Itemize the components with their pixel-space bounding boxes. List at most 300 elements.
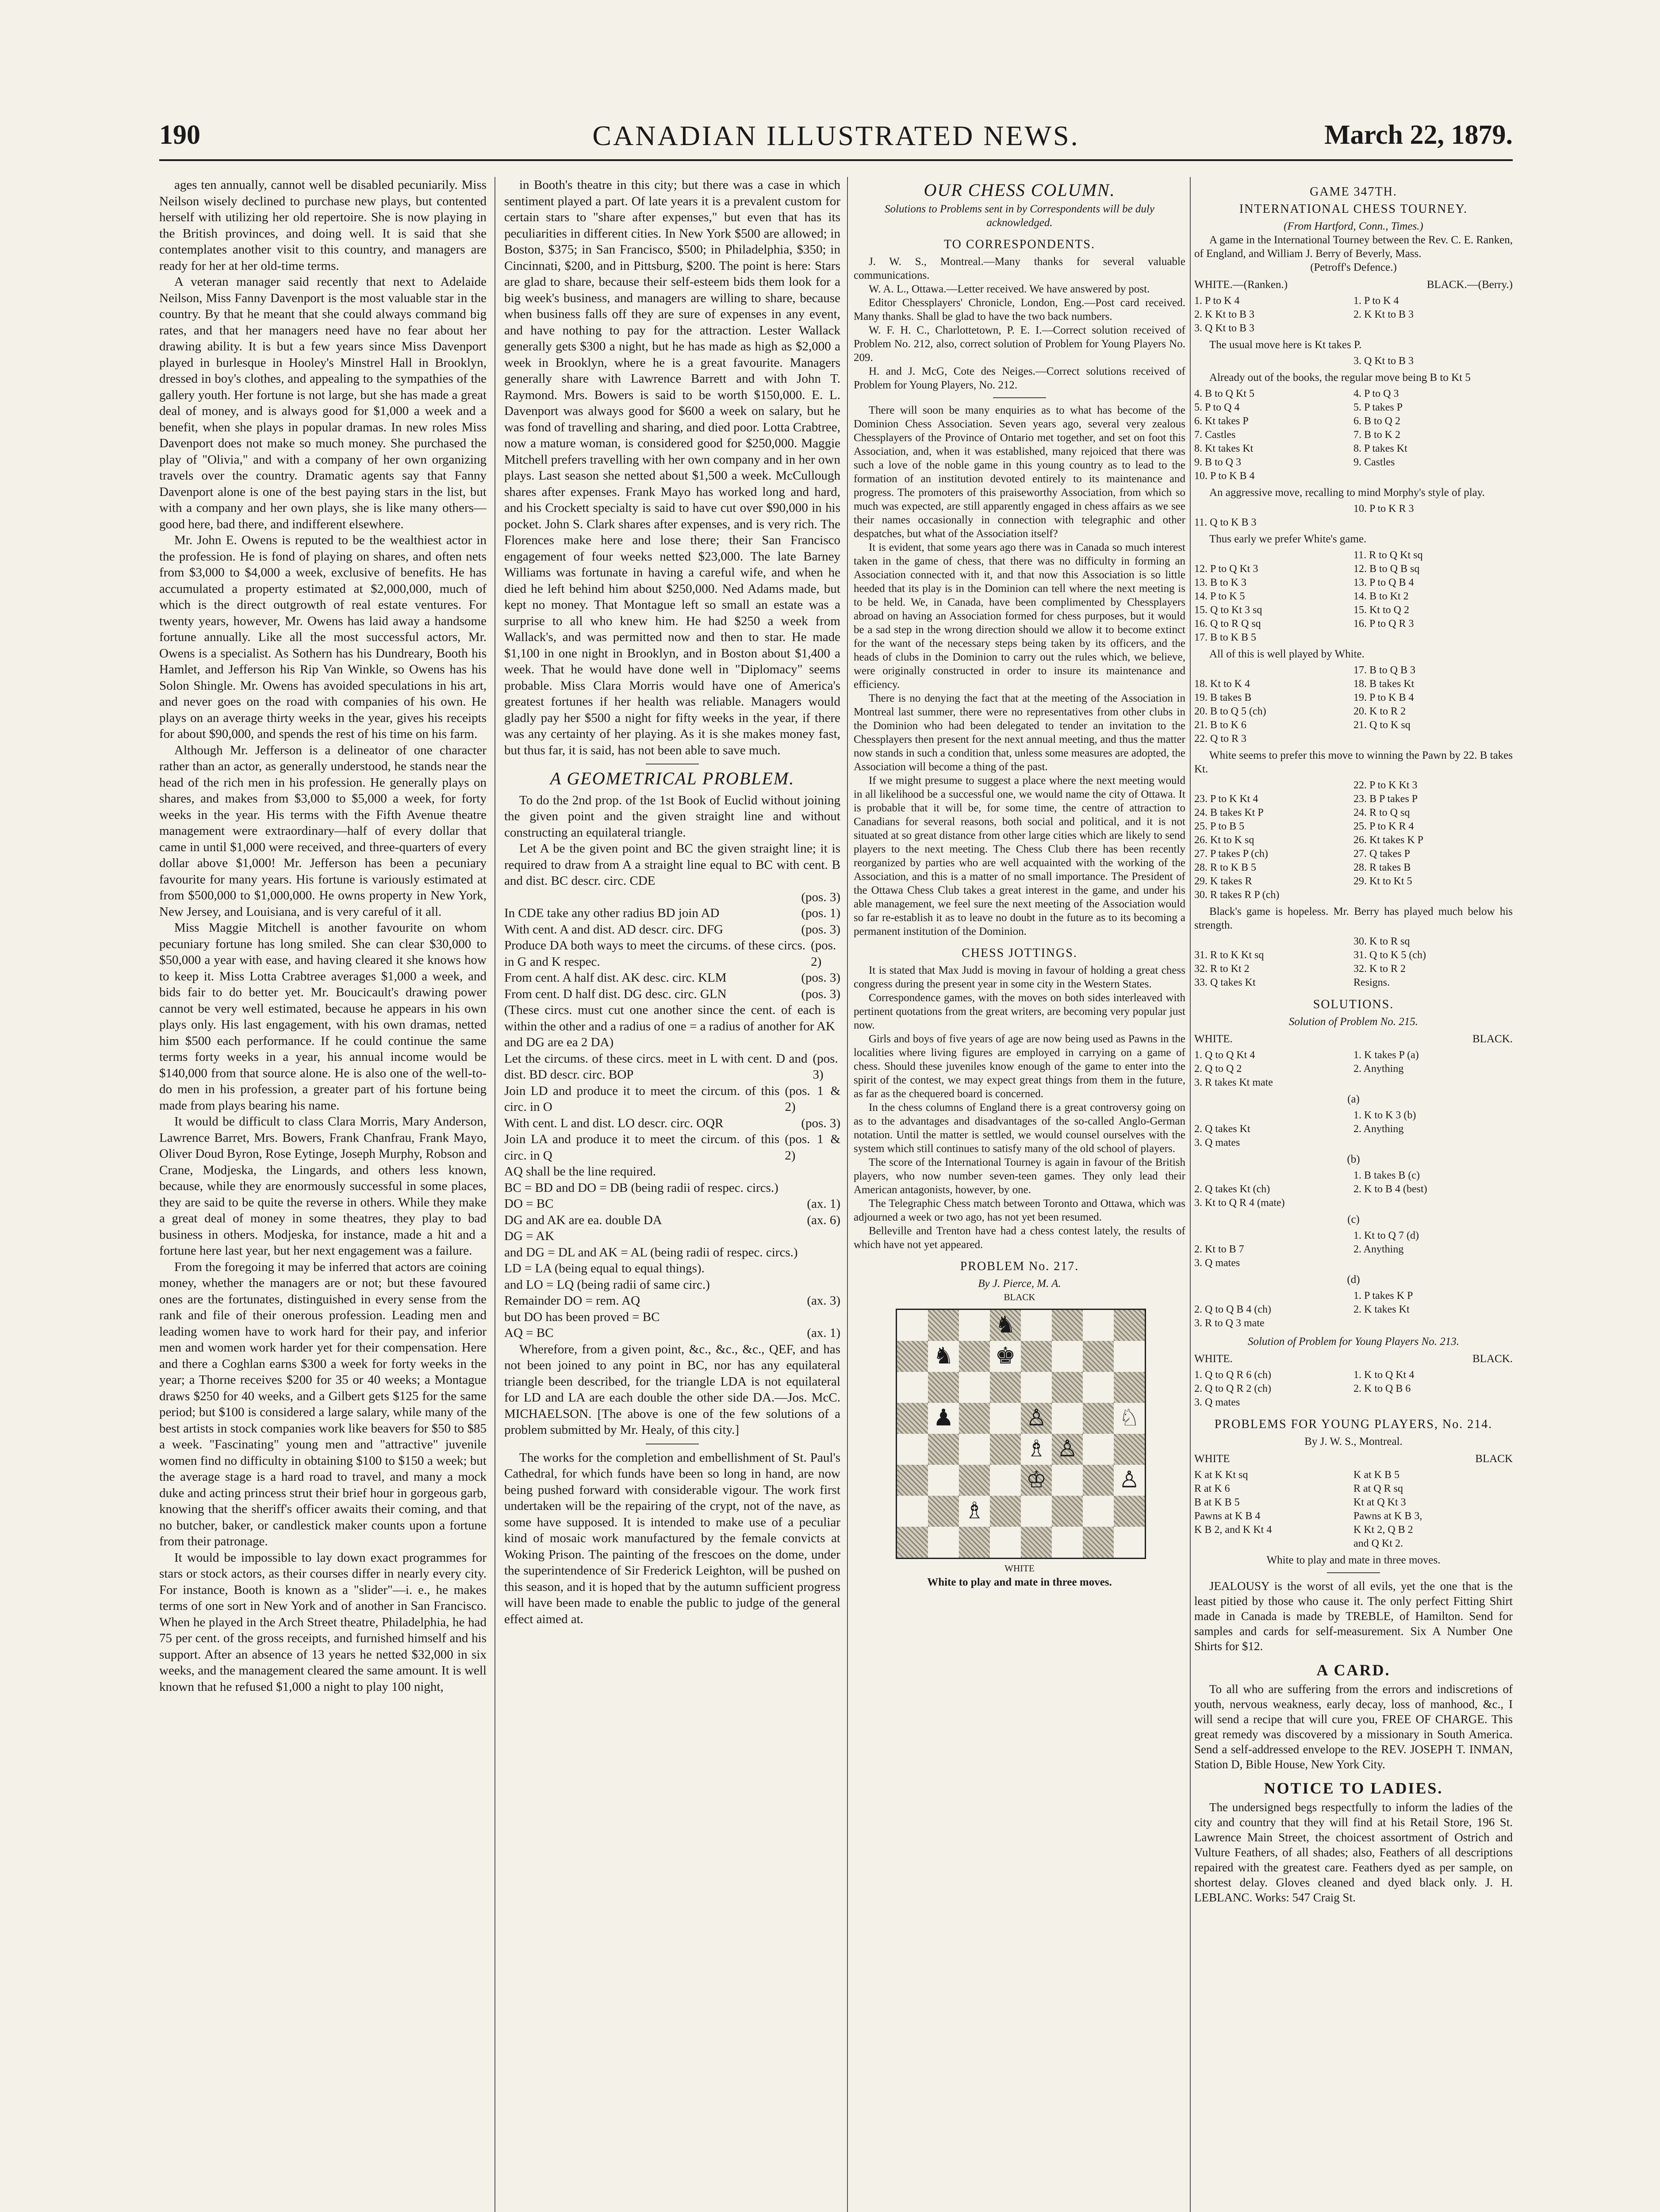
- chess-column-title: OUR CHESS COLUMN.: [924, 180, 1116, 200]
- white-move: R at K 6: [1194, 1483, 1230, 1494]
- chess-piece-icon: ♙: [1057, 1436, 1078, 1462]
- column-1: [159, 177, 487, 2212]
- black-move: 13. P to Q B 4: [1353, 577, 1414, 588]
- board-square: [959, 1310, 990, 1341]
- black-move: 30. K to R sq: [1353, 936, 1410, 947]
- board-square: [990, 1403, 1021, 1434]
- move-list: [1194, 664, 1513, 746]
- move-row: [1194, 308, 1513, 322]
- problem-columns: [1194, 1452, 1513, 1466]
- column-3: [854, 177, 1185, 2212]
- board-square: [959, 1465, 990, 1496]
- board-square: [897, 1403, 928, 1434]
- article-paragraph: Miss Maggie Mitchell is another favourite on whom pecuniary fortune has long smiled. She can clear $30,000 to $50,000 a year with ease, and having cleared it she knows how to keep it. Miss Lotta Crabtree averages $1,000 a week, and bids fair to do better yet. Mr. Boucicault's drawing power cannot be very well estimated, because he appears in his own plays only. His last engagement, with his own dramas, netted him $500 each performance. If he could continue the same terms forty weeks in a year, his annual income would be $140,000 from that source alone. He is also one of the well-to-do men in his profession, a greater part of his fortune being made from plays bearing his name.: [159, 921, 487, 1113]
- problem-caption: White to play and mate in three moves.: [1266, 1554, 1441, 1566]
- white-move: [1194, 1289, 1353, 1303]
- move-row: [1194, 401, 1513, 415]
- move-row: [1194, 888, 1513, 902]
- geometry-step-reference: [835, 1228, 840, 1244]
- masthead-title: CANADIAN ILLUSTRATED NEWS.: [592, 120, 1080, 151]
- black-move: 23. B P takes P: [1353, 793, 1418, 805]
- white-move: 25. P to B 5: [1194, 821, 1245, 832]
- move-row: [1194, 1468, 1513, 1482]
- black-move: 31. Q to K 5 (ch): [1353, 949, 1426, 961]
- black-move: 20. K to R 2: [1353, 706, 1406, 717]
- move-row: [1194, 691, 1513, 705]
- board-square: [1083, 1434, 1114, 1465]
- black-move: [1353, 888, 1513, 902]
- black-move: Resigns.: [1353, 977, 1390, 988]
- geometry-step: [504, 937, 840, 970]
- ladies-advert: The undersigned begs respectfully to inform the ladies of the city and country that they will find at his Retail Store, 196 St. Lawrence Main Street, the choicest assortment of Ostrich and Vulture Feathers, of all shades; also, Feathers of all descriptions repaired with the greatest care. Feathers dyed as per sample, on shortest delay. Gloves cleaned and dyed black only. J. H. LEBLANC. Works: 547 Craig St.: [1194, 1801, 1513, 1904]
- jotting: In the chess columns of England there is a great controversy going on as to the advantages and disadvantages of the so-called Anglo-German notation. Until the matter is settled, we would counsel ourselves with the system which still continues to satisfy many of the old school of players.: [854, 1102, 1185, 1155]
- chess-notice: Solutions to Problems sent in by Correspondents will be duly acknowledged.: [885, 203, 1154, 229]
- board-square: [1052, 1372, 1083, 1403]
- black-move: Pawns at K B 3,: [1353, 1510, 1422, 1522]
- board-square: [1021, 1434, 1052, 1465]
- chess-piece-icon: ♙: [1119, 1467, 1140, 1493]
- association-paragraph: There is no denying the fact that at the meeting of the Association in Montreal last summer, there were no representatives from other clubs in the Dominion who had been delegated to tender an invitation to the Chessplayers then present for the next annual meeting, and thus the matter now stands in such a condition that, unless some measures are adopted, the Association will become a thing of the past.: [854, 692, 1185, 773]
- game-heading: GAME 347TH.: [1310, 185, 1397, 199]
- chess-piece-icon: ♙: [1026, 1406, 1047, 1431]
- board-square: [897, 1527, 928, 1558]
- move-row: [1194, 976, 1513, 990]
- geometry-step-reference: [835, 1309, 840, 1325]
- correspondent-note: Editor Chessplayers' Chronicle, London, Eng.—Post card received. Many thanks. Shall be glad to have the two back numbers.: [854, 297, 1185, 323]
- geometry-step-reference: (ax. 1): [807, 1326, 840, 1340]
- board-square: [1114, 1496, 1145, 1527]
- black-move: 2. Anything: [1353, 1244, 1404, 1255]
- geometry-step-reference: (pos. 3): [813, 1051, 838, 1082]
- column-2: [504, 177, 840, 2212]
- black-move: 7. B to K 2: [1353, 429, 1401, 441]
- geometry-step-reference: (ax. 3): [807, 1294, 840, 1308]
- white-move: [1194, 779, 1353, 792]
- board-square: [928, 1527, 959, 1558]
- board-square: [1052, 1527, 1083, 1558]
- white-move: 16. Q to R Q sq: [1194, 618, 1261, 630]
- board-square: [1114, 1434, 1145, 1465]
- move-row: [1194, 1317, 1513, 1330]
- move-list: [1194, 779, 1513, 902]
- geometry-step-reference: (pos. 2): [811, 938, 836, 969]
- problems-author: By J. W. S., Montreal.: [1304, 1436, 1403, 1448]
- white-move: 12. P to Q Kt 3: [1194, 563, 1258, 575]
- ladies-heading: NOTICE TO LADIES.: [1264, 1779, 1443, 1797]
- board-square: [928, 1465, 959, 1496]
- black-move: [1353, 732, 1513, 746]
- move-row: [1194, 603, 1513, 617]
- white-label: WHITE: [1004, 1563, 1035, 1574]
- black-move: 25. P to K R 4: [1353, 821, 1414, 832]
- jotting: The score of the International Tourney is again in favour of the British players, who now number seven-teen games. They only lead their American antagonists, however, by one.: [854, 1156, 1185, 1196]
- white-label: WHITE.: [1194, 1033, 1233, 1045]
- article-paragraph: Mr. John E. Owens is reputed to be the wealthiest actor in the profession. He is fond of playing on shares, and often nets from $3,000 to $4,000 a week, exclusive of benefits. He has accumulated a property estimated at $2,000,000, much of which is the direct outgrowth of real estate ventures. For twenty years, however, Mr. Owens has laid away a handsome fortune annually. Like all the most successful actors, Mr. Owens is a specialist. As Sothern has his Dundreary, Booth his Hamlet, and Jefferson his Rip Van Winkle, so Owens has his Solon Shingle. Mr. Owens has avoided speculations in his art, and never goes on the road with companies of his own. He plays on an average thirty weeks in the year, gives his receipts for about $90,000, and spends the rest of his time on his farm.: [159, 533, 487, 741]
- move-list: [1194, 354, 1513, 368]
- black-label: BLACK: [1475, 1453, 1513, 1465]
- white-move: 29. K takes R: [1194, 876, 1252, 887]
- black-move: 21. Q to K sq: [1353, 719, 1411, 731]
- board-square: [928, 1341, 959, 1372]
- geometry-step-text: Join LD and produce it to meet the circum. of this circ. in O: [504, 1083, 780, 1114]
- black-move: 18. B takes Kt: [1353, 678, 1415, 690]
- black-move: 1. Kt to Q 7 (d): [1353, 1230, 1419, 1241]
- section-divider: [993, 397, 1046, 398]
- black-move: 1. B takes B (c): [1353, 1170, 1420, 1181]
- black-move: 5. P takes P: [1353, 402, 1403, 413]
- geometry-step-reference: (pos. 3): [801, 1116, 840, 1130]
- board-square: [959, 1372, 990, 1403]
- variation-label: (c): [1347, 1214, 1360, 1225]
- chess-piece-icon: ♞: [995, 1313, 1016, 1338]
- card-advert: To all who are suffering from the errors and indiscretions of youth, nervous weakness, early decay, loss of manhood, &c., I will send a recipe that will cure you, FREE OF CHARGE. This great remedy was discovered by a missionary in South America. Send a self-addressed envelope to the REV. JOSEPH T. INMAN, Station D, Bible House, New York City.: [1194, 1682, 1513, 1771]
- geometry-step-text: (These circs. must cut one another since the cent. of each is within the other and a radius of one = a radius of another for AK and DG are ea 2 DA): [504, 1003, 835, 1049]
- board-square: [897, 1434, 928, 1465]
- board-square: [1083, 1310, 1114, 1341]
- geometry-step: [504, 905, 840, 922]
- cathedral-paragraph: The works for the completion and embellishment of St. Paul's Cathedral, for which funds have been so long in hand, are now being pushed forward with considerable vigour. The work first undertaken will be the repairing of the crypt, not of the nave, as some have supposed. It is intended to make use of a peculiar kind of mosaic work manufactured by the female convicts at Woking Prison. The painting of the frescoes on the dome, under the superintendence of Sir Frederick Leighton, will be pushed on this season, and it is hoped that by the autumn sufficient progress will have been made to enable the public to judge of the general effect aimed at.: [504, 1450, 840, 1626]
- chess-diagram: [896, 1309, 1143, 1559]
- board-square: [1052, 1310, 1083, 1341]
- black-move: [1353, 516, 1513, 530]
- move-list: [1194, 387, 1513, 483]
- geometry-step-reference: (pos. 3): [801, 922, 840, 937]
- move-row: [1194, 1396, 1513, 1409]
- board-square: [1083, 1372, 1114, 1403]
- black-move: [1353, 1196, 1513, 1210]
- board-square: [1021, 1372, 1052, 1403]
- white-move: K B 2, and K Kt 4: [1194, 1524, 1272, 1536]
- black-label: BLACK.: [1472, 1353, 1513, 1365]
- move-row: [1194, 502, 1513, 516]
- black-move: 1. P to K 4: [1353, 295, 1399, 307]
- geometry-step-text: DO = BC: [504, 1197, 554, 1211]
- geometry-step-text: With cent. L and dist. LO descr. circ. OQR: [504, 1116, 724, 1130]
- geometry-step: [504, 1260, 840, 1277]
- association-paragraph: It is evident, that some years ago there was in Canada so much interest taken in the game of chess, that there was no difficulty in forming an Association connected with it, and that now this Association is so little heeded that its play is in the Dominion can tell where the next meeting is to be held. We, in Canada, have been complimented by Chessplayers abroad on having an Association formed for chess purposes, but it would be a sad step in the wrong direction should we allow it to become extinct for the want of the necessary steps being taken by its officers, and the heads of clubs in the Dominion to carry out the rules which, we believe, were originally constructed in order to insure its maintenance and efficiency.: [854, 541, 1185, 691]
- black-move: 6. B to Q 2: [1353, 415, 1401, 427]
- geometrical-problem-title: A GEOMETRICAL PROBLEM.: [550, 768, 795, 788]
- move-row: [1194, 1496, 1513, 1509]
- geometry-closing: Wherefore, from a given point, &c., &c., &c., QEF, and has not been joined to any point in BC, nor has any equilateral triangle been described, for the triangle LDA is not equilateral for LD and LA are each double the other side DA.—Jos. McC. MICHAELSON. [The above is one of the few solutions of a problem submitted by Mr. Healy, of this city.]: [504, 1342, 840, 1437]
- game-players: [1194, 278, 1513, 292]
- move-row: [1194, 1509, 1513, 1523]
- geometry-step-reference: [835, 1002, 840, 1051]
- move-row: [1194, 732, 1513, 746]
- board-square: [1114, 1527, 1145, 1558]
- variation-label: (b): [1347, 1153, 1360, 1165]
- black-move: 28. R takes B: [1353, 862, 1411, 873]
- geometry-step-text: Let the circums. of these circs. meet in L with cent. D and dist. BD descr. circ. BOP: [504, 1051, 808, 1082]
- geometry-step-reference: (ax. 1): [807, 1197, 840, 1211]
- move-row: [1194, 617, 1513, 631]
- chess-piece-icon: ♞: [933, 1344, 954, 1369]
- white-move: 2. Q to Q R 2 (ch): [1194, 1383, 1271, 1394]
- board-square: [1083, 1403, 1114, 1434]
- game-intro: A game in the International Tourney between the Rev. C. E. Ranken, of England, and William J. Berry of Beverly, Mass.: [1194, 234, 1513, 260]
- move-row: [1194, 562, 1513, 576]
- geometry-step-text: With cent. A and dist. AD descr. circ. DFG: [504, 922, 723, 937]
- article-paragraph: From the foregoing it may be inferred that actors are coining money, whether the managers are or not; but these favoured ones are the fortunates, distinguished in every sense from the rank and file of their onerous profession. Leading men and leading women have to work hard for their pay, and inferior men and women work harder yet for their compensation. Here and there a Coghlan earns $300 a week for forty weeks in the year; a Thorne receives $200 for 35 or 40 weeks; a Montague draws $250 for 40 weeks, and a Gilbert gets $125 for the same period; but $100 is considered a large salary, while many of the best artists in stock companies work like beavers for $50 to $85 a week. "Fascinating" young men and "attractive" juvenile women find no difficulty in obtaining $100 to $150 a week; but the average stage is a hard road to travel, and many a mock duke and acting princess strut their brief hour in gorgeous garb, knowing that the sheriff's officer awaits their coming, and that no butcher, baker, or candlestick maker counts upon a fortune from their patronage.: [159, 1260, 487, 1548]
- black-move: 32. K to R 2: [1353, 963, 1406, 975]
- move-row: [1194, 1523, 1513, 1537]
- white-move: 22. Q to R 3: [1194, 733, 1247, 745]
- article-paragraph: It would be impossible to lay down exact programmes for stars or stock actors, as their courses differ in nearly every city. For instance, Booth is known as a "slider"—i. e., he makes terms of one sort in New York and of another in San Francisco. When he played in the Arch Street theatre, Philadelphia, he had 75 per cent. of the gross receipts, and furnished himself and his support. After an absence of 13 years he netted $32,000 in six weeks, and the management cleared the same amount. It is well known that he refused $1,000 a night to play 100 night,: [159, 1550, 487, 1694]
- move-row: [1194, 1382, 1513, 1396]
- move-row: [1194, 1196, 1513, 1210]
- black-move: 22. P to K Kt 3: [1353, 780, 1418, 791]
- white-move: 3. Q Kt to B 3: [1194, 323, 1255, 334]
- white-move: 23. P to K Kt 4: [1194, 793, 1258, 805]
- chess-piece-icon: ♚: [995, 1344, 1016, 1369]
- white-move: 31. R to K Kt sq: [1194, 949, 1264, 961]
- move-list: [1194, 294, 1513, 335]
- move-row: [1194, 631, 1513, 645]
- geometry-step: [504, 1212, 840, 1229]
- board-square: [1114, 1403, 1145, 1434]
- move-row: [1194, 1136, 1513, 1150]
- board-square: [959, 1341, 990, 1372]
- page-header: [159, 119, 1513, 161]
- white-move: 18. Kt to K 4: [1194, 678, 1250, 690]
- problem-pieces: [1194, 1468, 1513, 1551]
- solution-columns: [1194, 1032, 1513, 1046]
- move-row: [1194, 1183, 1513, 1196]
- move-row: [1194, 428, 1513, 442]
- board-square: [1052, 1341, 1083, 1372]
- solution-moves: [1194, 1048, 1513, 1090]
- column-rule: [1190, 177, 1191, 2212]
- game-note: All of this is well played by White.: [1209, 648, 1365, 660]
- chess-piece-icon: ♔: [1026, 1467, 1047, 1493]
- move-row: [1194, 1256, 1513, 1270]
- white-move: 3. R takes Kt mate: [1194, 1077, 1273, 1088]
- problem-author: By J. Pierce, M. A.: [978, 1278, 1061, 1290]
- white-move: [1194, 664, 1353, 677]
- white-move: [1194, 549, 1353, 562]
- black-label: BLACK.: [1472, 1033, 1513, 1045]
- move-row: [1194, 949, 1513, 962]
- issue-date: March 22, 1879.: [1324, 120, 1513, 150]
- white-move: 3. Kt to Q R 4 (mate): [1194, 1197, 1285, 1209]
- geometry-step-reference: (pos. 1 & 2): [785, 1083, 840, 1114]
- white-move: 2. Q takes Kt: [1194, 1123, 1250, 1135]
- board-square: [990, 1434, 1021, 1465]
- jotting: It is stated that Max Judd is moving in favour of holding a great chess congress during the present year in some city in the Western States.: [854, 964, 1185, 990]
- column-4: [1194, 177, 1513, 2212]
- board-square: [1114, 1465, 1145, 1496]
- game-note: The usual move here is Kt takes P.: [1209, 339, 1362, 351]
- black-move: 1. K to K 3 (b): [1353, 1110, 1416, 1121]
- move-row: [1194, 1368, 1513, 1382]
- geometry-step: [504, 1083, 840, 1115]
- geometry-step: [504, 1002, 840, 1051]
- move-row: [1194, 354, 1513, 368]
- white-move: 3. Q mates: [1194, 1137, 1240, 1148]
- black-move: [1353, 322, 1513, 335]
- white-move: 20. B to Q 5 (ch): [1194, 706, 1266, 717]
- board-square: [1052, 1496, 1083, 1527]
- card-heading: A CARD.: [1316, 1661, 1391, 1679]
- white-move: 17. B to K B 5: [1194, 632, 1257, 643]
- board-square: [928, 1310, 959, 1341]
- board-square: [928, 1496, 959, 1527]
- white-move: 3. Q mates: [1194, 1397, 1240, 1408]
- section-divider: [1327, 1572, 1380, 1573]
- board-square: [1021, 1341, 1052, 1372]
- move-row: [1194, 1289, 1513, 1303]
- correspondents-heading: TO CORRESPONDENTS.: [944, 238, 1095, 251]
- geometry-step-text: From cent. D half dist. DG desc. circ. GLN: [504, 987, 727, 1001]
- geometry-step-reference: (ax. 6): [807, 1213, 840, 1227]
- move-row: [1194, 705, 1513, 718]
- white-move: 2. Q to Q 2: [1194, 1063, 1242, 1075]
- black-move: 2. K takes Kt: [1353, 1304, 1410, 1315]
- white-label: WHITE.: [1194, 1353, 1233, 1365]
- board-square: [1083, 1496, 1114, 1527]
- white-move: 4. B to Q Kt 5: [1194, 388, 1255, 399]
- black-move: 10. P to K R 3: [1353, 503, 1414, 515]
- black-move: 11. R to Q Kt sq: [1353, 549, 1423, 561]
- geometry-step: [504, 970, 840, 986]
- geometry-step: [504, 1164, 840, 1180]
- move-row: [1194, 861, 1513, 875]
- black-move: 2. K Kt to B 3: [1353, 309, 1414, 320]
- move-row: [1194, 875, 1513, 888]
- white-move: [1194, 1537, 1353, 1551]
- geometry-proof: [504, 889, 840, 1341]
- board-square: [1114, 1341, 1145, 1372]
- white-move: 3. Q mates: [1194, 1257, 1240, 1269]
- white-move: 3. R to Q 3 mate: [1194, 1317, 1265, 1329]
- article-paragraph: in Booth's theatre in this city; but there was a case in which sentiment played a part. Of late years it is a prevalent custom for certain stars to "share after expenses," but even that has its peculiarities in different cities. In New York $500 are allowed; in Boston, $375; in San Francisco, $500; in Philadelphia, $350; in Cincinnati, $200, and in Pittsburg, $200. The point is here: Stars are glad to share, because their self-esteem bids them look for a big week's business, and managers are willing to share, because when business falls off they are sure of expenses in any event, and have nothing to pay for the attraction. Lester Wallack generally gets $300 a night, but he has made as high as $2,000 a week in Brooklyn, where he is a great favourite. Managers generally share with Lawrence Barrett and with John T. Raymond. Mrs. Bowers is said to be worth $150,000. E. L. Davenport was always good for $600 a week on salary, but he was fond of travelling and sharing, and died poor. Lotta Crabtree, now a mature woman, is considered good for $250,000. Maggie Mitchell prefers travelling with her own company and in her own plays. Last season she netted about $1,500 a week. McCullough shares after expenses. Frank Mayo has worked long and hard, and his Crockett specialty is said to have cut over $90,000 in his pocket. John S. Clark shares after expenses, and is very rich. The Florences make here and lose there; their San Francisco engagement of four weeks netted $23,000. The late Barney Williams was fortunate in having a careful wife, and when he died he left behind him about $250,000. Ned Adams made, but kept no money. That Montague left so small an estate was a surprise to all who knew him. He had $250 a week from Wallack's, and was permitted now and then to star. He made $1,100 in one night in Brooklyn, and in Boston about $1,400 a week. That he would have done well in "Diplomacy" seems probable. Miss Clara Morris would have one of America's greatest fortunes if her health was reliable. Managers would gladly pay her $500 a night for fifty weeks in the year, if there was any certainty of her playing. As it is she makes money fast, but thus far, it is said, has not been able to save much.: [504, 178, 840, 757]
- white-move: 11. Q to K B 3: [1194, 517, 1257, 528]
- solution-moves: [1194, 1368, 1513, 1409]
- black-move: [1353, 1256, 1513, 1270]
- geometry-step-reference: [835, 1164, 840, 1180]
- black-move: 2. Anything: [1353, 1063, 1404, 1075]
- board-square: [959, 1496, 990, 1527]
- white-move: [1194, 1109, 1353, 1122]
- geometry-step-text: In CDE take any other radius BD join AD: [504, 906, 720, 920]
- board-square: [897, 1341, 928, 1372]
- move-row: [1194, 442, 1513, 456]
- board-square: [897, 1465, 928, 1496]
- game-note: An aggressive move, recalling to mind Morphy's style of play.: [1209, 487, 1485, 499]
- geometry-step-reference: (pos. 1): [801, 906, 840, 920]
- geometry-step-reference: [835, 1277, 840, 1293]
- move-row: [1194, 387, 1513, 401]
- board-square: [990, 1372, 1021, 1403]
- white-move: 30. R takes R P (ch): [1194, 889, 1280, 901]
- board-square: [928, 1434, 959, 1465]
- board-square: [897, 1310, 928, 1341]
- solution-moves: [1194, 1289, 1513, 1330]
- solutions-heading: SOLUTIONS.: [1313, 998, 1394, 1011]
- white-move: 15. Q to Kt 3 sq: [1194, 604, 1262, 616]
- white-move: 27. P takes P (ch): [1194, 848, 1268, 860]
- white-move: 14. P to K 5: [1194, 591, 1245, 602]
- board-square: [1083, 1465, 1114, 1496]
- board-square: [897, 1372, 928, 1403]
- black-move: [1353, 1136, 1513, 1150]
- white-move: 32. R to Kt 2: [1194, 963, 1250, 975]
- move-row: [1194, 1076, 1513, 1090]
- black-move: 3. Q Kt to B 3: [1353, 355, 1414, 367]
- white-move: K at K Kt sq: [1194, 1469, 1248, 1481]
- move-list: [1194, 502, 1513, 530]
- geometry-step: [504, 889, 840, 906]
- geometry-step: [504, 1244, 840, 1261]
- geometry-step-reference: (pos. 1 & 2): [785, 1132, 840, 1163]
- board-square: [990, 1527, 1021, 1558]
- chess-piece-icon: ♗: [1026, 1436, 1047, 1462]
- black-move: 1. K takes P (a): [1353, 1049, 1419, 1061]
- black-move: [1353, 1396, 1513, 1409]
- move-row: [1194, 792, 1513, 806]
- black-move: 8. P takes Kt: [1353, 443, 1407, 454]
- move-row: [1194, 833, 1513, 847]
- move-row: [1194, 1169, 1513, 1183]
- geometry-step-text: LD = LA (being equal to equal things).: [504, 1261, 705, 1275]
- board-square: [990, 1310, 1021, 1341]
- black-move: and Q Kt 2.: [1353, 1538, 1403, 1549]
- black-move: 1. P takes K P: [1353, 1290, 1413, 1302]
- black-move: [1353, 1317, 1513, 1330]
- jealousy-advert: JEALOUSY is the worst of all evils, yet the one that is the least pitied by those who cause it. The only perfect Fitting Shirt made in Canada is made by TREBLE, of Hamilton. Send for samples and cards for self-measurement. Six A Number One Shirts for $12.: [1194, 1579, 1513, 1653]
- white-move: [1194, 1169, 1353, 1183]
- white-move: 6. Kt takes P: [1194, 415, 1249, 427]
- move-row: [1194, 935, 1513, 949]
- game-note: Already out of the books, the regular move being B to Kt 5: [1209, 372, 1471, 384]
- correspondent-note: H. and J. McG, Cote des Neiges.—Correct solutions received of Problem for Young Players, No. 212.: [854, 365, 1185, 391]
- chess-jottings-heading: CHESS JOTTINGS.: [962, 946, 1077, 960]
- solution-moves: [1194, 1229, 1513, 1270]
- jotting: Girls and boys of five years of age are now being used as Pawns in the localities where living figures are employed in carrying on a game of chess. Should these juveniles know enough of the game to enter into the spirit of the contest, we may expect great things from them in the future, as far as the chequered board is concerned.: [854, 1033, 1185, 1100]
- move-row: [1194, 294, 1513, 308]
- black-move: 17. B to Q B 3: [1353, 664, 1416, 676]
- page-number: 190: [159, 120, 200, 150]
- white-move: 1. Q to Q Kt 4: [1194, 1049, 1255, 1061]
- geometry-step: [504, 1293, 840, 1309]
- geometry-step-text: BC = BD and DO = DB (being radii of respec. circs.): [504, 1180, 778, 1195]
- black-move: K Kt 2, Q B 2: [1353, 1524, 1413, 1536]
- board-square: [990, 1465, 1021, 1496]
- board-square: [1021, 1310, 1052, 1341]
- article-paragraph: A veteran manager said recently that next to Adelaide Neilson, Miss Fanny Davenport is the most valuable star in the country. By that he meant that she could always command big rates, and that her managers need have no fear about her drawing ability. It is but a few years since Miss Davenport played in burlesque in Hooley's Minstrel Hall in Brooklyn, dressed in boy's clothes, and appealing to the sympathies of the gallery youth. Her fortune is not large, but she has made a great deal of money, and is always good for $1,000 a week and a benefit, when she plays in popular dramas. In new roles Miss Davenport does not make so much money. She purchased the play of "Olivia," and with a company of her own organizing travels over the country. Dramatic agents say that Fanny Davenport alone is one of the best paying stars in the list, but with a company and her own plays, she is like many others—good here, bad there, and indifferent elsewhere.: [159, 275, 487, 531]
- white-move: 2. K Kt to B 3: [1194, 309, 1255, 320]
- move-row: [1194, 549, 1513, 562]
- black-move: 14. B to Kt 2: [1353, 591, 1409, 602]
- chess-piece-icon: ♗: [964, 1498, 985, 1524]
- jotting: Belleville and Trenton have had a chess contest lately, the results of which have not yet appeared.: [854, 1225, 1185, 1251]
- geometry-step-text: Produce DA both ways to meet the circums. of these circs. in G and K respec.: [504, 938, 806, 969]
- geometry-step: [504, 1196, 840, 1212]
- geometry-step-text: AQ = BC: [504, 1326, 554, 1340]
- white-move: 1. Q to Q R 6 (ch): [1194, 1369, 1271, 1381]
- white-move: [1194, 935, 1353, 949]
- variation-label: (a): [1347, 1093, 1360, 1105]
- geometry-paragraph: Let A be the given point and BC the given straight line; it is required to draw from A a straight line equal to BC with cent. B and dist. BC descr. circ. CDE: [504, 841, 840, 888]
- black-move: 15. Kt to Q 2: [1353, 604, 1409, 616]
- move-row: [1194, 1537, 1513, 1551]
- move-row: [1194, 576, 1513, 590]
- white-move: [1194, 354, 1353, 368]
- move-row: [1194, 847, 1513, 861]
- opening-name: (Petroff's Defence.): [1310, 261, 1397, 273]
- geometry-step-reference: (pos. 3): [801, 971, 840, 985]
- black-move: 2. K to B 4 (best): [1353, 1183, 1427, 1195]
